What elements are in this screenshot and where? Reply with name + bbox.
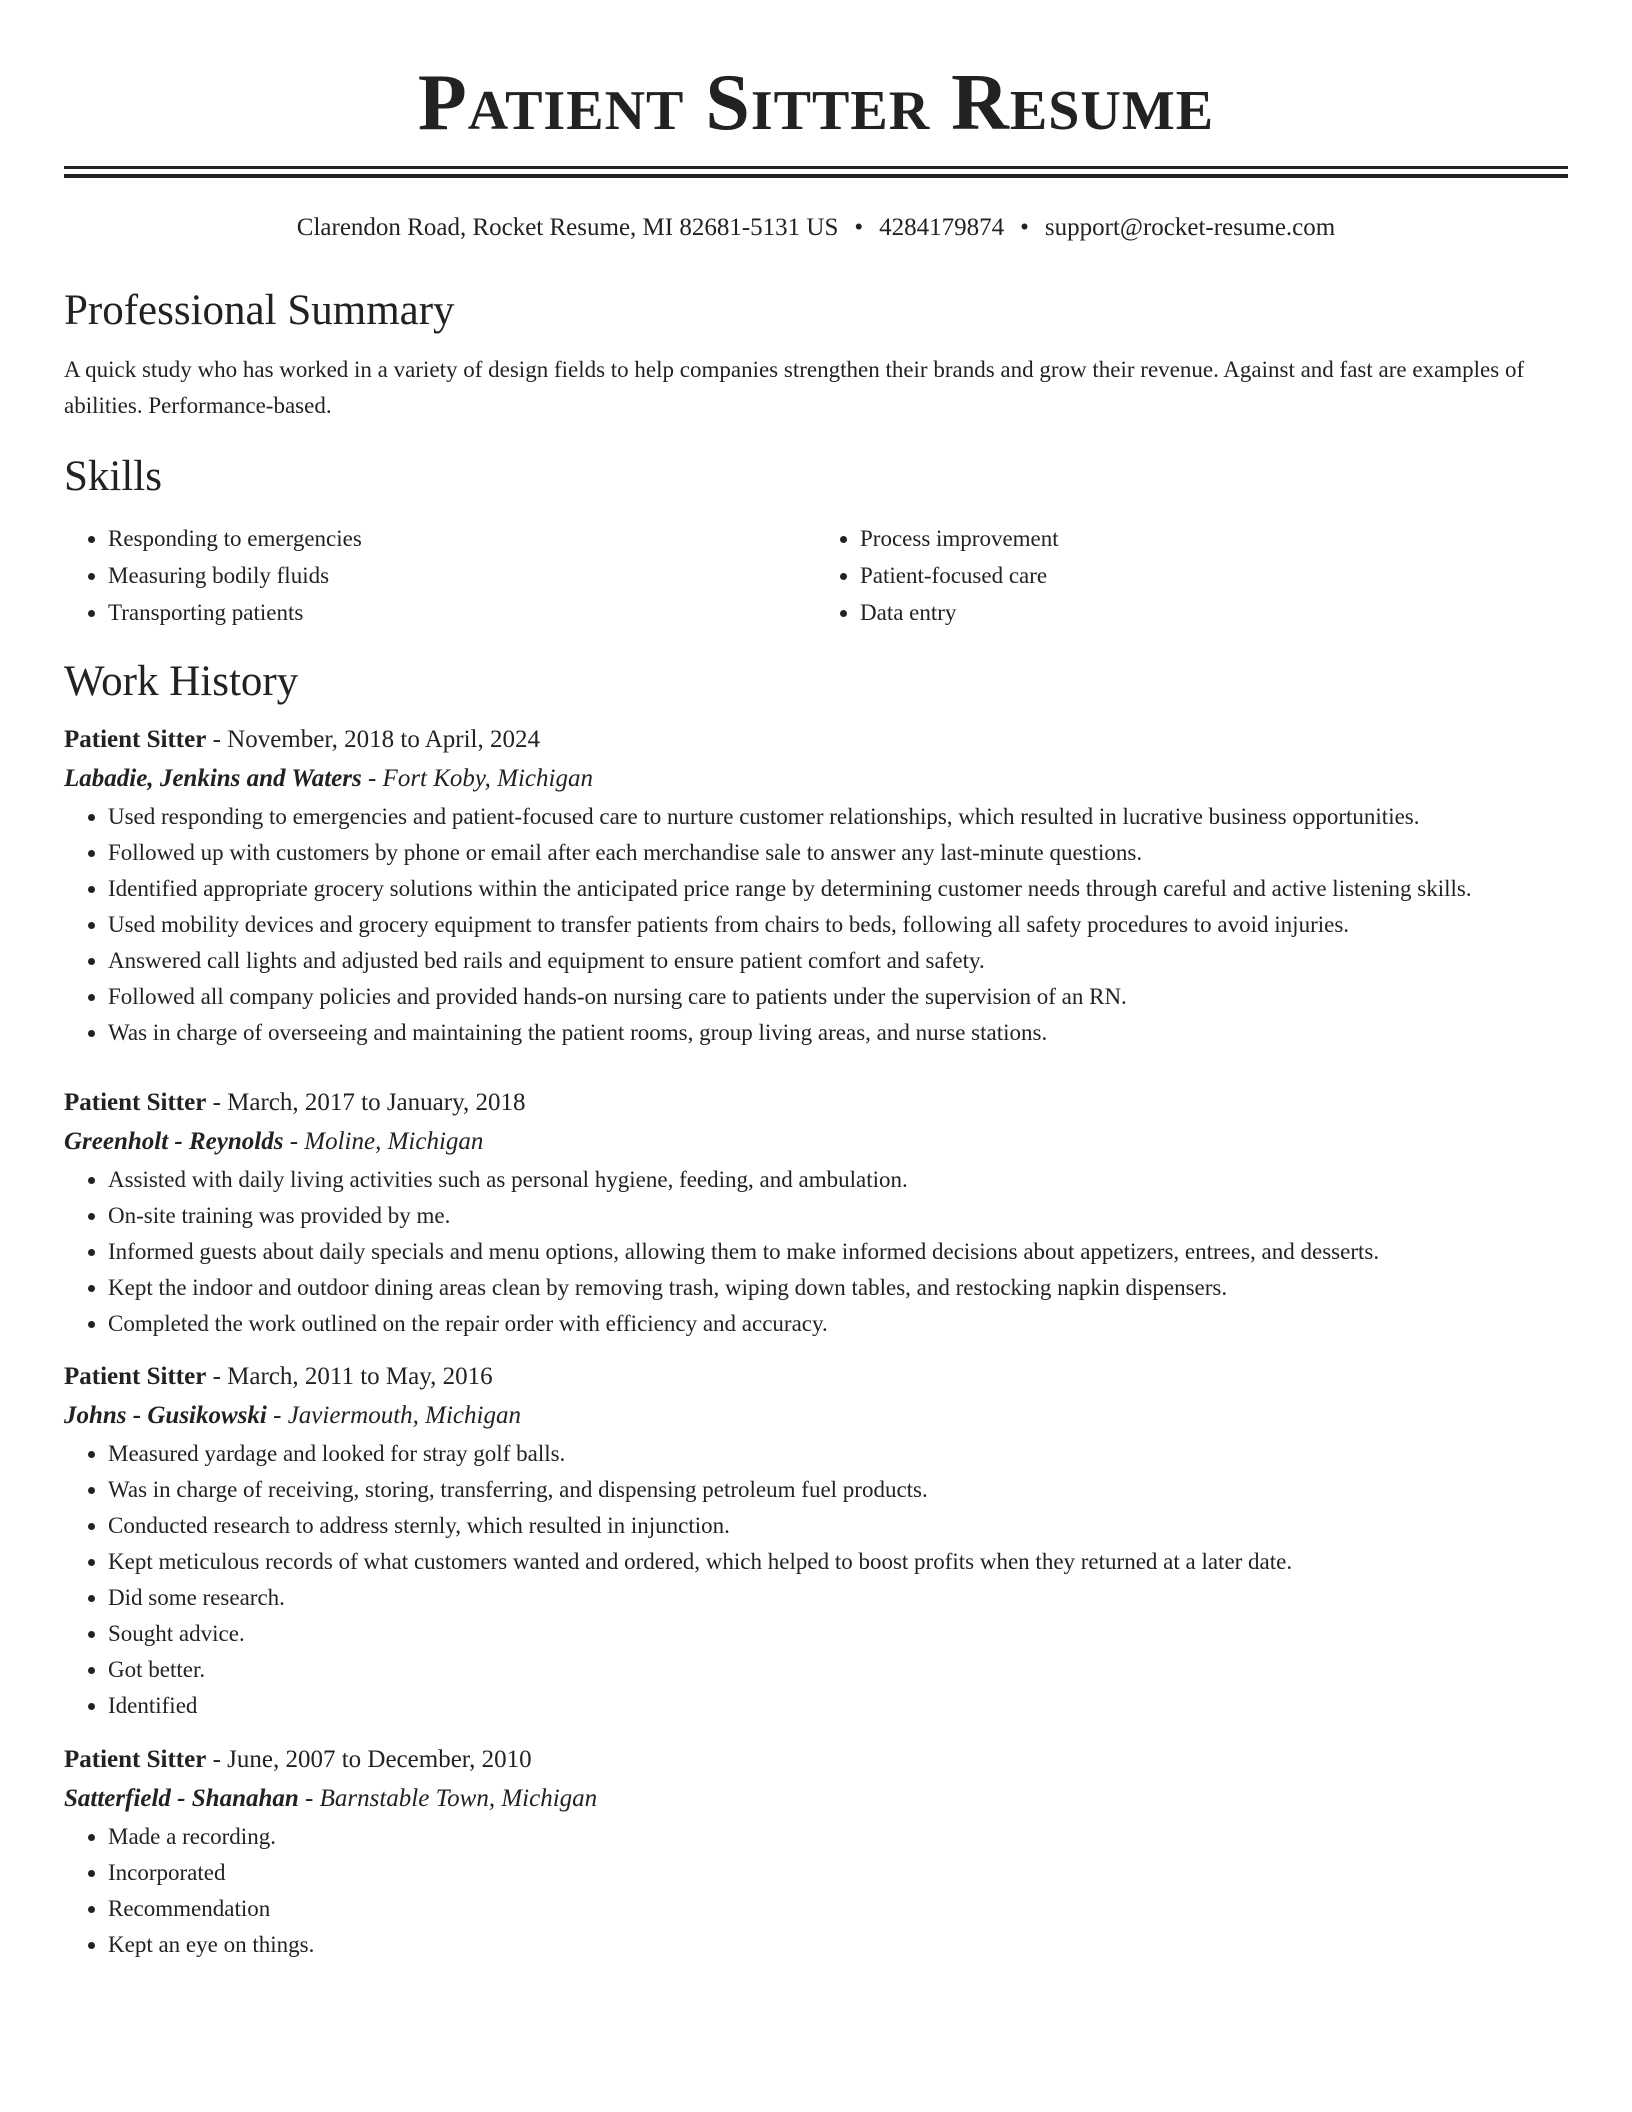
job-location: Fort Koby, Michigan xyxy=(382,765,593,792)
job-title: Patient Sitter xyxy=(64,1089,207,1116)
job-entry xyxy=(64,1084,1568,1342)
job-dates: November, 2018 to April, 2024 xyxy=(227,726,540,753)
job-bullet: • Recommendation xyxy=(108,1891,1568,1927)
job-company-line xyxy=(64,759,1568,799)
resume-title: Patient Sitter Resume xyxy=(417,59,1215,147)
job-company-line xyxy=(64,1779,1568,1819)
job-dash: - xyxy=(206,1363,228,1390)
job-title: Patient Sitter xyxy=(64,1363,207,1390)
job-entry xyxy=(64,1741,1568,1963)
job-header xyxy=(64,1084,1568,1122)
job-bullet: • Was in charge of receiving, storing, transferring, and dispensing petroleum fuel products. xyxy=(108,1472,1568,1508)
skills-list-right xyxy=(816,520,1568,631)
skill-item: • Patient-focused care xyxy=(860,557,1568,594)
job-bullet: • Identified appropriate grocery solutions within the anticipated price range by determining customer needs through careful and active listening skills. xyxy=(108,871,1568,907)
job-bullet: • On-site training was provided by me. xyxy=(108,1198,1568,1234)
job-bullet: • Incorporated xyxy=(108,1855,1568,1891)
job-bullet: • Followed up with customers by phone or email after each merchandise sale to answer any last-minute questions. xyxy=(108,835,1568,871)
skill-item: • Measuring bodily fluids xyxy=(108,557,816,594)
job-dash: - xyxy=(206,1746,228,1773)
job-bullet: • Informed guests about daily specials and menu options, allowing them to make informed decisions about appetizers, entrees, and desserts. xyxy=(108,1234,1568,1270)
job-header xyxy=(64,1358,1568,1396)
job-company: Johns - Gusikowski xyxy=(64,1402,267,1429)
job-company-line xyxy=(64,1122,1568,1162)
job-location: Barnstable Town, Michigan xyxy=(319,1785,598,1812)
job-company: Labadie, Jenkins and Waters xyxy=(64,765,362,792)
job-bullet: • Identified xyxy=(108,1688,1568,1724)
job-bullet: • Got better. xyxy=(108,1652,1568,1688)
job-bullet: • Was in charge of overseeing and maintaining the patient rooms, group living areas, and nurse stations. xyxy=(108,1015,1568,1051)
job-bullet: • Used mobility devices and grocery equipment to transfer patients from chairs to beds, following all safety procedures to avoid injuries. xyxy=(108,907,1568,943)
job-dash: - xyxy=(283,1128,305,1155)
summary-text: A quick study who has worked in a variety of design fields to help companies strengthen their brands and grow their revenue. Against and fast are examples of abilities. Performance-based. xyxy=(64,357,1525,418)
contact-separator: • xyxy=(854,214,864,241)
contact-phone[interactable]: 4284179874 xyxy=(879,214,1005,241)
contact-email[interactable]: support@rocket-resume.com xyxy=(1044,214,1336,241)
job-bullet: • Used responding to emergencies and patient-focused care to nurture customer relationships, which resulted in lucrative business opportunities. xyxy=(108,799,1568,835)
skill-item: • Data entry xyxy=(860,594,1568,631)
job-dash: - xyxy=(361,765,383,792)
job-dates: March, 2017 to January, 2018 xyxy=(227,1089,526,1116)
job-bullet: • Sought advice. xyxy=(108,1616,1568,1652)
job-dates: March, 2011 to May, 2016 xyxy=(227,1363,493,1390)
skills-columns xyxy=(64,520,1568,631)
title-double-rule xyxy=(64,166,1568,178)
job-location: Moline, Michigan xyxy=(304,1128,484,1155)
work-history-heading: Work History xyxy=(64,658,299,705)
job-bullet: • Assisted with daily living activities such as personal hygiene, feeding, and ambulation. xyxy=(108,1162,1568,1198)
job-dash: - xyxy=(266,1402,288,1429)
job-entry xyxy=(64,721,1568,1051)
job-dash: - xyxy=(206,726,228,753)
job-bullet: • Conducted research to address sternly, which resulted in injunction. xyxy=(108,1508,1568,1544)
job-location: Javiermouth, Michigan xyxy=(287,1402,521,1429)
skill-item: • Process improvement xyxy=(860,520,1568,557)
job-title: Patient Sitter xyxy=(64,726,207,753)
job-bullet: • Did some research. xyxy=(108,1580,1568,1616)
skill-item: • Responding to emergencies xyxy=(108,520,816,557)
job-bullets xyxy=(64,1162,1568,1342)
contact-separator: • xyxy=(1020,214,1029,241)
job-bullet: • Completed the work outlined on the repair order with efficiency and accuracy. xyxy=(108,1306,1568,1342)
contact-line xyxy=(64,212,1568,244)
skills-list-left xyxy=(64,520,816,631)
job-company: Greenholt - Reynolds xyxy=(64,1128,284,1155)
job-bullets xyxy=(64,799,1568,1051)
job-bullet: • Followed all company policies and provided hands-on nursing care to patients under the supervision of an RN. xyxy=(108,979,1568,1015)
job-bullets xyxy=(64,1436,1568,1724)
job-bullet: • Kept the indoor and outdoor dining areas clean by removing trash, wiping down tables, and restocking napkin dispensers. xyxy=(108,1270,1568,1306)
job-bullet: • Measured yardage and looked for stray golf balls. xyxy=(108,1436,1568,1472)
resume-page xyxy=(64,0,1568,1963)
contact-address: Clarendon Road, Rocket Resume, MI 82681-5131 US xyxy=(296,214,839,241)
job-bullet: • Made a recording. xyxy=(108,1819,1568,1855)
job-bullet: • Kept an eye on things. xyxy=(108,1927,1568,1963)
job-company: Satterfield - Shanahan xyxy=(64,1785,299,1812)
skill-item: • Transporting patients xyxy=(108,594,816,631)
job-bullet: • Kept meticulous records of what customers wanted and ordered, which helped to boost profits when they returned at a later date. xyxy=(108,1544,1568,1580)
summary-heading: Professional Summary xyxy=(64,287,455,334)
skills-heading: Skills xyxy=(64,453,162,500)
job-dash: - xyxy=(206,1089,228,1116)
job-bullets xyxy=(64,1819,1568,1963)
job-title: Patient Sitter xyxy=(64,1746,207,1773)
job-entry xyxy=(64,1358,1568,1724)
job-dates: June, 2007 to December, 2010 xyxy=(227,1746,532,1773)
job-bullet: • Answered call lights and adjusted bed rails and equipment to ensure patient comfort and safety. xyxy=(108,943,1568,979)
job-company-line xyxy=(64,1396,1568,1436)
job-header xyxy=(64,1741,1568,1779)
job-dash: - xyxy=(298,1785,320,1812)
job-header xyxy=(64,721,1568,759)
